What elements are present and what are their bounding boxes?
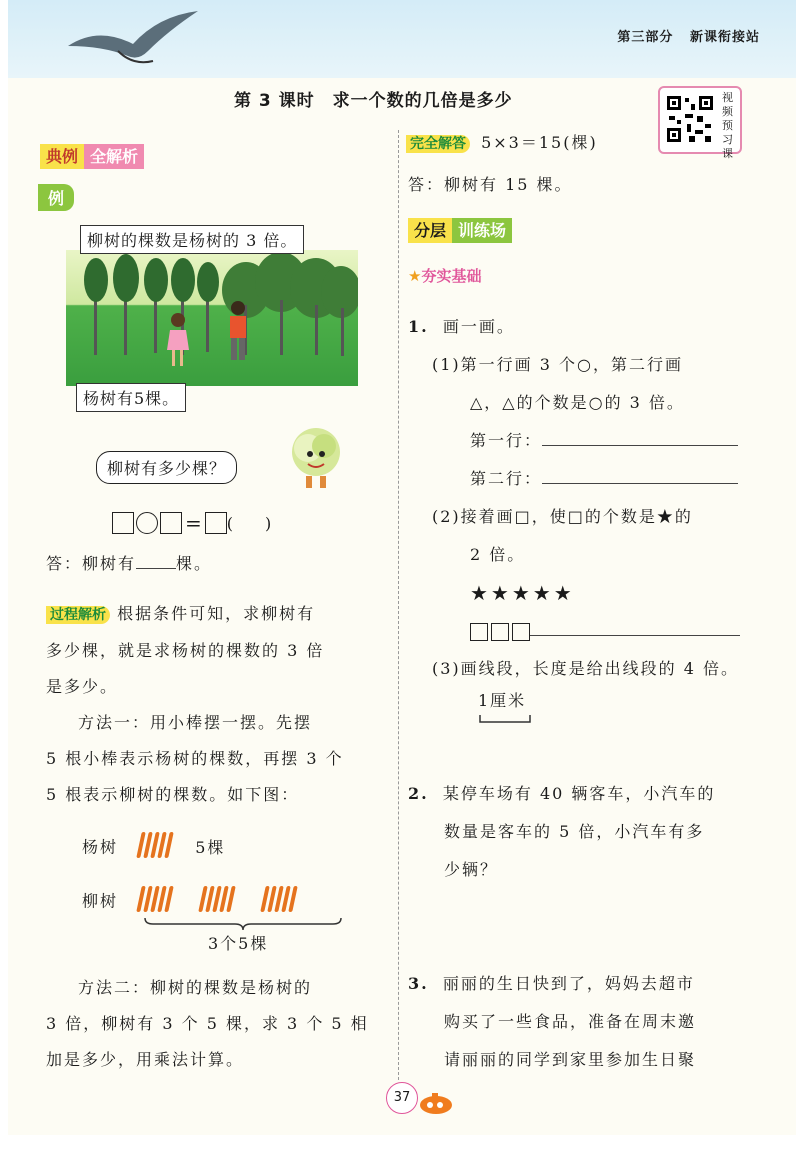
equals-sign: = <box>185 510 202 535</box>
blank-box[interactable] <box>160 512 182 534</box>
circle-operator-icon[interactable] <box>136 512 158 534</box>
star-icon: ★ <box>408 267 422 285</box>
page-number: 37 <box>386 1082 418 1114</box>
sticks-5-group-2 <box>201 886 236 918</box>
stars-row: ★★★★★ <box>470 581 575 605</box>
label-willow-ratio: 柳树的棵数是杨树的 3 倍。 <box>80 225 304 254</box>
full-answer-text: 答：柳树有 15 棵。 <box>408 175 573 194</box>
squares-blank[interactable] <box>530 635 740 636</box>
trees-image <box>66 250 358 386</box>
seagull-icon <box>58 6 208 76</box>
example-tag: 例 <box>38 184 74 211</box>
qr-label: 视频预习课 <box>722 91 733 160</box>
segment-sample: 1厘米 <box>478 690 526 712</box>
square-shape <box>491 623 509 641</box>
stick-row-willow: 柳树 <box>82 886 298 918</box>
girl-figure <box>167 313 189 366</box>
sticks-5-group-1 <box>139 886 174 918</box>
square-shape <box>512 623 530 641</box>
blank-box[interactable] <box>205 512 227 534</box>
process-tag: 过程解析 <box>46 606 110 624</box>
label-poplar-count: 杨树有5棵。 <box>76 383 186 412</box>
qr-code[interactable] <box>658 86 742 160</box>
sticks-5 <box>139 832 174 864</box>
header-section-label: 第三部分 新课衔接站 <box>617 30 760 45</box>
speech-bubble: 柳树有多少棵？ <box>96 451 237 484</box>
page <box>8 0 796 1135</box>
method-two: 方法二：柳树的棵数是杨树的 3 倍，柳树有 3 个 5 棵，求 3 个 5 相 加是多少，用乘法计算。 <box>46 978 369 1069</box>
segment-icon <box>478 714 532 724</box>
submarine-icon <box>416 1090 456 1116</box>
willow-count-label: 3个5棵 <box>208 934 269 953</box>
blank-box[interactable] <box>112 512 134 534</box>
square-shape <box>470 623 488 641</box>
brace-icon <box>143 916 343 932</box>
cabbage-character-icon <box>286 424 346 494</box>
row2-blank[interactable] <box>542 483 738 484</box>
row1-blank[interactable] <box>542 445 738 446</box>
column-divider <box>398 130 399 1080</box>
question-3: 3. 丽丽的生日快到了，妈妈去超市 购买了一些食品，准备在周末邀 请丽丽的同学到家里参加生日聚 <box>408 974 697 1069</box>
process-analysis: 过程解析 根据条件可知，求柳树有 多少棵，就是求杨树的棵数的 3 倍 是多少。 方法一：用小棒摆一摆。先摆 5 根小棒表示杨树的棵数，再摆 3 个 5 根表示柳树的棵数。如下图： <box>46 604 344 804</box>
answer-blank[interactable] <box>136 568 176 569</box>
lesson-title: 第 3 课时 求一个数的几倍是多少 <box>234 91 513 111</box>
question-1: 1. 画一画。 (1)第一行画 3 个○，第二行画 △，△的个数是○的 3 倍。 第一行： 第二行： (2)接着画□，使□的个数是★的 2 倍。 ★★★★★ (3)画线段，长度是给出线段的 4 倍。 <box>408 308 768 688</box>
header-band <box>8 0 796 78</box>
example-answer: 答：柳树有 棵。 <box>46 554 213 573</box>
boy-figure <box>230 301 246 360</box>
tree-illustration <box>66 250 358 386</box>
full-answer-tag: 完全解答 <box>406 135 470 153</box>
sticks-5-group-3 <box>263 886 298 918</box>
equation-blanks[interactable] <box>112 509 271 535</box>
full-answer: 完全解答 5×3＝15(棵) <box>406 132 598 155</box>
section-tag-training: 分层 训练场 <box>408 218 512 241</box>
qr-icon <box>665 94 715 144</box>
basics-label: ★夯实基础 <box>408 267 482 285</box>
unit-parens[interactable]: ( ) <box>226 514 272 533</box>
section-tag-examples: 典例 全解析 <box>40 144 144 167</box>
stick-row-poplar: 杨树 5棵 <box>82 832 225 864</box>
question-2: 2. 某停车场有 40 辆客车，小汽车的 数量是客车的 5 倍，小汽车有多 少辆？ <box>408 784 716 879</box>
